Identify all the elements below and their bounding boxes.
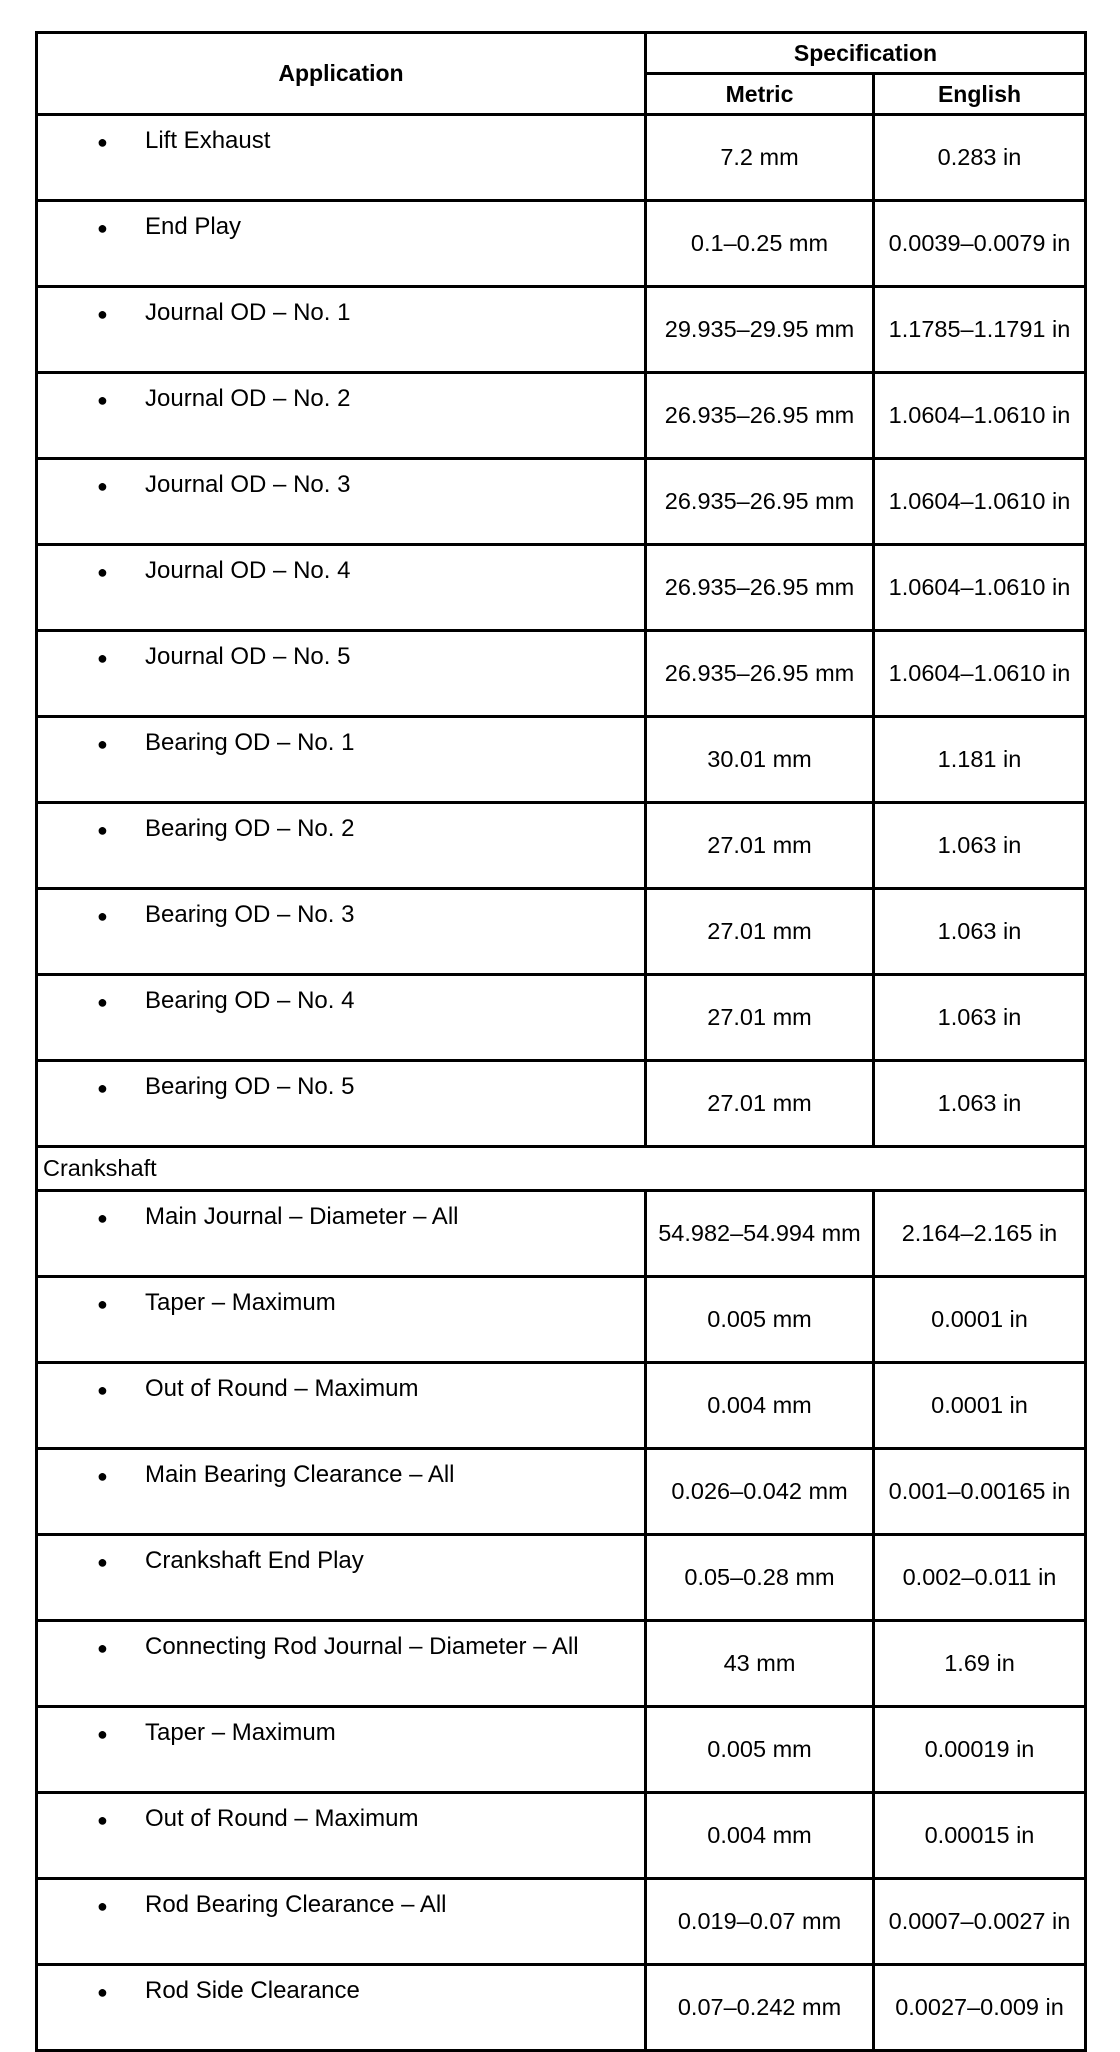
english-value: 2.164–2.165 in xyxy=(874,1191,1086,1277)
english-value: 0.283 in xyxy=(874,115,1086,201)
metric-value: 27.01 mm xyxy=(646,889,874,975)
application-cell xyxy=(37,1363,646,1449)
english-value: 1.063 in xyxy=(874,889,1086,975)
specification-header: Specification xyxy=(646,33,1086,74)
metric-value: 43 mm xyxy=(646,1621,874,1707)
metric-value: 26.935–26.95 mm xyxy=(646,631,874,717)
application-label: Journal OD – No. 2 xyxy=(145,385,351,412)
english-value: 0.0027–0.009 in xyxy=(874,1965,1086,2051)
application-label: End Play xyxy=(145,213,242,240)
table-row xyxy=(37,1277,1086,1363)
bullet-icon: ● xyxy=(97,218,108,238)
application-cell xyxy=(37,889,646,975)
bullet-icon: ● xyxy=(97,1380,108,1400)
table-row xyxy=(37,1449,1086,1535)
application-label: Bearing OD – No. 3 xyxy=(145,901,355,928)
bullet-icon: ● xyxy=(97,648,108,668)
application-cell xyxy=(37,975,646,1061)
application-cell xyxy=(37,1707,646,1793)
metric-value: 0.1–0.25 mm xyxy=(646,201,874,287)
english-value: 0.0001 in xyxy=(874,1363,1086,1449)
application-label: Taper – Maximum xyxy=(145,1289,336,1316)
application-cell xyxy=(37,1277,646,1363)
table-row xyxy=(37,545,1086,631)
application-cell xyxy=(37,1965,646,2051)
english-value: 0.0007–0.0027 in xyxy=(874,1879,1086,1965)
english-value: 1.063 in xyxy=(874,975,1086,1061)
metric-value: 27.01 mm xyxy=(646,1061,874,1147)
application-header: Application xyxy=(37,33,646,115)
bullet-icon: ● xyxy=(97,562,108,582)
application-cell xyxy=(37,115,646,201)
application-label: Journal OD – No. 5 xyxy=(145,643,351,670)
specification-table xyxy=(35,31,1087,2052)
application-label: Main Journal – Diameter – All xyxy=(145,1203,459,1230)
camshaft-rows xyxy=(37,115,1086,1147)
application-cell xyxy=(37,1061,646,1147)
application-cell xyxy=(37,1191,646,1277)
application-label: Rod Bearing Clearance – All xyxy=(145,1891,447,1918)
bullet-icon: ● xyxy=(97,906,108,926)
english-value: 1.181 in xyxy=(874,717,1086,803)
metric-value: 29.935–29.95 mm xyxy=(646,287,874,373)
english-value: 1.0604–1.0610 in xyxy=(874,631,1086,717)
bullet-icon: ● xyxy=(97,1078,108,1098)
bullet-icon: ● xyxy=(97,476,108,496)
table-row xyxy=(37,1965,1086,2051)
application-cell xyxy=(37,287,646,373)
table-row xyxy=(37,201,1086,287)
application-cell xyxy=(37,1793,646,1879)
bullet-icon: ● xyxy=(97,820,108,840)
english-value: 1.063 in xyxy=(874,1061,1086,1147)
metric-value: 27.01 mm xyxy=(646,803,874,889)
english-value: 0.0001 in xyxy=(874,1277,1086,1363)
bullet-icon: ● xyxy=(97,1552,108,1572)
metric-value: 0.07–0.242 mm xyxy=(646,1965,874,2051)
metric-value: 30.01 mm xyxy=(646,717,874,803)
bullet-icon: ● xyxy=(97,1896,108,1916)
metric-value: 26.935–26.95 mm xyxy=(646,373,874,459)
table-row xyxy=(37,1061,1086,1147)
bullet-icon: ● xyxy=(97,1982,108,2002)
english-value: 0.00015 in xyxy=(874,1793,1086,1879)
application-cell xyxy=(37,803,646,889)
application-label: Taper – Maximum xyxy=(145,1719,336,1746)
application-label: Journal OD – No. 1 xyxy=(145,299,351,326)
english-value: 0.002–0.011 in xyxy=(874,1535,1086,1621)
table-row xyxy=(37,975,1086,1061)
english-value: 1.0604–1.0610 in xyxy=(874,545,1086,631)
application-label: Journal OD – No. 3 xyxy=(145,471,351,498)
section-title-crankshaft: Crankshaft xyxy=(37,1147,1086,1191)
table-row xyxy=(37,1191,1086,1277)
metric-value: 0.026–0.042 mm xyxy=(646,1449,874,1535)
table-row xyxy=(37,803,1086,889)
crankshaft-rows xyxy=(37,1191,1086,2051)
section-row xyxy=(37,1147,1086,1191)
application-cell xyxy=(37,1879,646,1965)
english-value: 0.0039–0.0079 in xyxy=(874,201,1086,287)
english-value: 1.063 in xyxy=(874,803,1086,889)
table-row xyxy=(37,1707,1086,1793)
application-label: Crankshaft End Play xyxy=(145,1547,364,1574)
metric-value: 0.004 mm xyxy=(646,1793,874,1879)
application-label: Bearing OD – No. 4 xyxy=(145,987,355,1014)
bullet-icon: ● xyxy=(97,304,108,324)
application-label: Lift Exhaust xyxy=(145,127,271,154)
application-label: Connecting Rod Journal – Diameter – All xyxy=(145,1633,579,1660)
bullet-icon: ● xyxy=(97,1466,108,1486)
application-cell xyxy=(37,459,646,545)
application-cell xyxy=(37,1449,646,1535)
english-value: 0.001–0.00165 in xyxy=(874,1449,1086,1535)
application-cell xyxy=(37,373,646,459)
bullet-icon: ● xyxy=(97,1208,108,1228)
application-label: Rod Side Clearance xyxy=(145,1977,360,2004)
english-header: English xyxy=(874,74,1086,115)
bullet-icon: ● xyxy=(97,1294,108,1314)
table-row xyxy=(37,1535,1086,1621)
application-cell xyxy=(37,545,646,631)
table-row xyxy=(37,1879,1086,1965)
application-cell xyxy=(37,717,646,803)
application-label: Bearing OD – No. 1 xyxy=(145,729,355,756)
metric-value: 26.935–26.95 mm xyxy=(646,545,874,631)
metric-value: 54.982–54.994 mm xyxy=(646,1191,874,1277)
metric-value: 0.005 mm xyxy=(646,1707,874,1793)
application-label: Journal OD – No. 4 xyxy=(145,557,351,584)
application-cell xyxy=(37,1535,646,1621)
header-row xyxy=(37,33,1086,74)
metric-value: 7.2 mm xyxy=(646,115,874,201)
english-value: 1.0604–1.0610 in xyxy=(874,373,1086,459)
english-value: 1.1785–1.1791 in xyxy=(874,287,1086,373)
metric-value: 0.019–0.07 mm xyxy=(646,1879,874,1965)
table-row xyxy=(37,631,1086,717)
application-label: Bearing OD – No. 2 xyxy=(145,815,355,842)
english-value: 0.00019 in xyxy=(874,1707,1086,1793)
table-row xyxy=(37,717,1086,803)
table-row xyxy=(37,287,1086,373)
crankshaft-section xyxy=(37,1147,1086,1191)
table-row xyxy=(37,1621,1086,1707)
application-cell xyxy=(37,201,646,287)
metric-value: 0.004 mm xyxy=(646,1363,874,1449)
table-row xyxy=(37,1793,1086,1879)
bullet-icon: ● xyxy=(97,1724,108,1744)
application-label: Out of Round – Maximum xyxy=(145,1805,419,1832)
bullet-icon: ● xyxy=(97,1638,108,1658)
bullet-icon: ● xyxy=(97,132,108,152)
metric-header: Metric xyxy=(646,74,874,115)
english-value: 1.0604–1.0610 in xyxy=(874,459,1086,545)
bullet-icon: ● xyxy=(97,1810,108,1830)
bullet-icon: ● xyxy=(97,992,108,1012)
table-row xyxy=(37,459,1086,545)
application-cell xyxy=(37,1621,646,1707)
application-label: Main Bearing Clearance – All xyxy=(145,1461,455,1488)
table-row xyxy=(37,889,1086,975)
table-row xyxy=(37,373,1086,459)
metric-value: 0.005 mm xyxy=(646,1277,874,1363)
metric-value: 0.05–0.28 mm xyxy=(646,1535,874,1621)
bullet-icon: ● xyxy=(97,734,108,754)
application-label: Out of Round – Maximum xyxy=(145,1375,419,1402)
metric-value: 26.935–26.95 mm xyxy=(646,459,874,545)
metric-value: 27.01 mm xyxy=(646,975,874,1061)
application-label: Bearing OD – No. 5 xyxy=(145,1073,355,1100)
english-value: 1.69 in xyxy=(874,1621,1086,1707)
table-row xyxy=(37,115,1086,201)
table-row xyxy=(37,1363,1086,1449)
bullet-icon: ● xyxy=(97,390,108,410)
application-cell xyxy=(37,631,646,717)
